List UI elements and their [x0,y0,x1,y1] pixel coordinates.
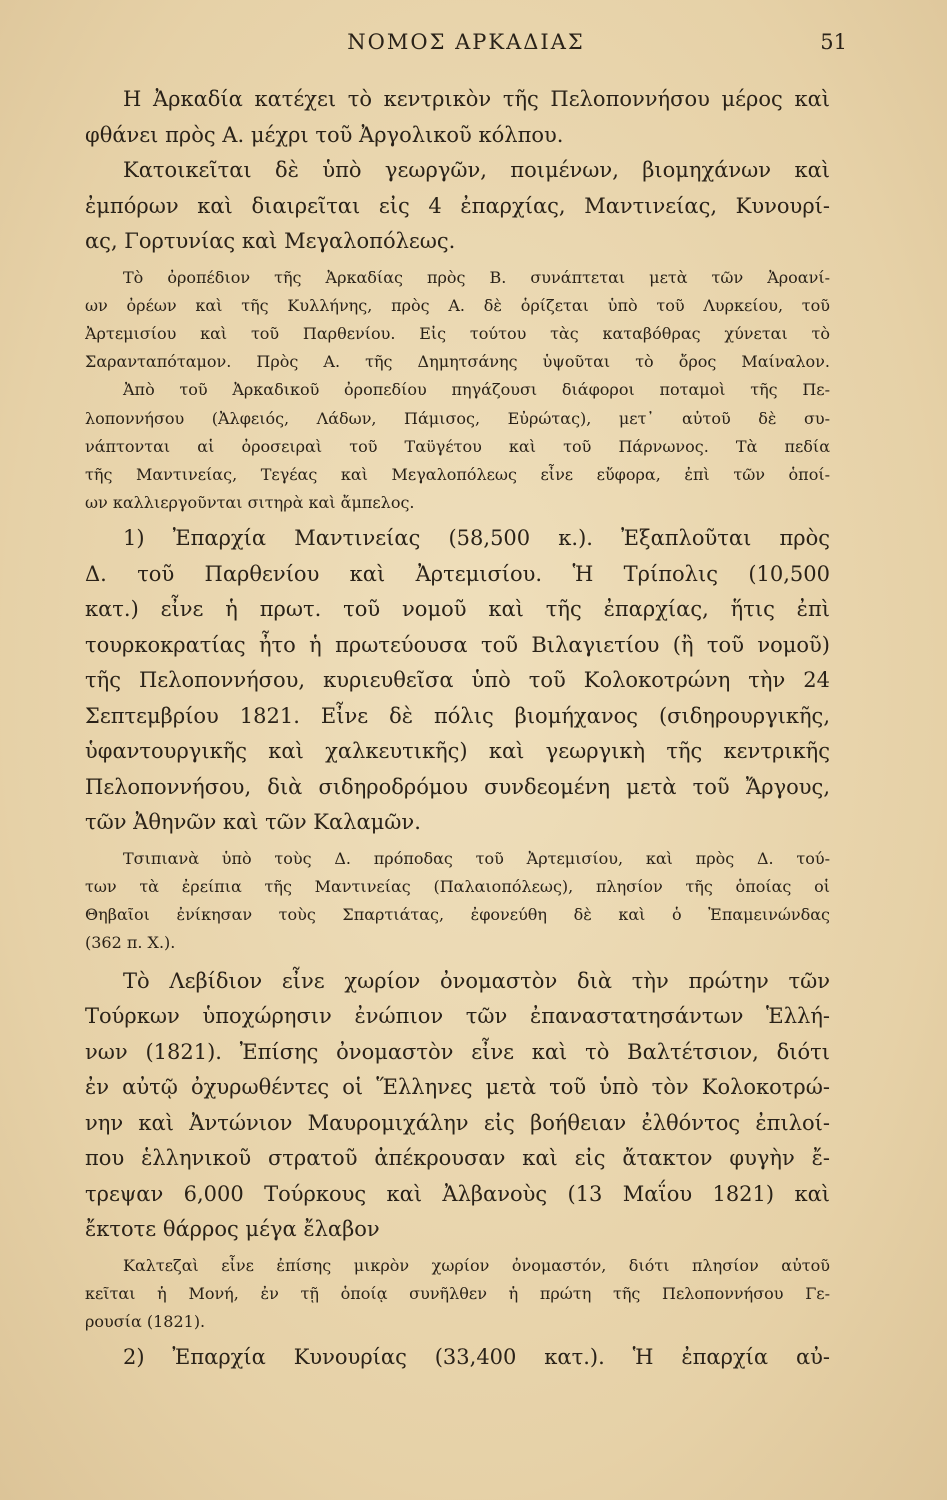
text-line: νάπτονται αἱ ὀροσειραὶ τοῦ Ταϋγέτου καὶ τοῦ Πάρνωνος. Τὰ πεδία [85,436,830,456]
text-line: τρεψαν 6,000 Τούρκους καὶ Ἀλβανοὺς (13 Μαΐου 1821) καὶ [85,1181,830,1206]
text-line: τουρκοκρατίας ἦτο ἡ πρωτεύουσα τοῦ Βιλαγιετίου (ἢ τοῦ νομοῦ) [85,632,830,657]
text-line: Ἀπὸ τοῦ Ἀρκαδικοῦ ὀροπεδίου πηγάζουσι διάφοροι ποταμοὶ τῆς Πε- [123,380,830,400]
text-line: Σαρανταπόταμον. Πρὸς Α. τῆς Δημητσάνης ὑψοῦται τὸ ὄρος Μαίναλον. [85,352,830,372]
text-line: Τὸ Λεβίδιον εἶνε χωρίον ὀνομαστὸν διὰ τὴν πρώτην τῶν [123,968,830,993]
text-line: ἔκτοτε θάρρος μέγα ἔλαβον [85,1217,380,1242]
text-line: κεῖται ἡ Μονή, ἐν τῇ ὁποίᾳ συνῆλθεν ἡ πρώτη τῆς Πελοποννήσου Γε- [85,1283,830,1303]
text-line: Τὸ ὀροπέδιον τῆς Ἀρκαδίας πρὸς Β. συνάπτεται μετὰ τῶν Ἀροανί- [123,267,830,287]
text-line: ἐν αὐτῷ ὀχυρωθέντες οἱ Ἕλληνες μετὰ τοῦ ὑπὸ τὸν Κολοκοτρώ- [85,1075,830,1100]
text-line: τῶν Ἀθηνῶν καὶ τῶν Καλαμῶν. [85,810,421,835]
paragraph-kaltezai [85,1252,830,1337]
page-body [85,82,830,1376]
text-line: Ἀρτεμισίου καὶ τοῦ Παρθενίου. Εἰς τούτου τὰς καταβόθρας χύνεται τὸ [85,323,830,343]
text-line: 1) Ἐπαρχία Μαντινείας (58,500 κ.). Ἐξαπλοῦται πρὸς [123,526,830,551]
text-line: ρουσία (1821). [85,1312,206,1332]
text-line: Κατοικεῖται δὲ ὑπὸ γεωργῶν, ποιμένων, βιομηχάνων καὶ [123,158,830,182]
text-line: λοποννήσου (Ἀλφειός, Λάδων, Πάμισος, Εὐρώτας), μετ᾿ αὐτοῦ δὲ συ- [85,408,830,428]
text-line: 2) Ἐπαρχία Κυνουρίας (33,400 κατ.). Ἡ ἐπαρχία αὐ- [123,1345,830,1370]
text-line: Δ. τοῦ Παρθενίου καὶ Ἀρτεμισίου. Ἡ Τρίπολις (10,500 [85,561,830,586]
text-line: Τσιπιανὰ ὑπὸ τοὺς Δ. πρόποδας τοῦ Ἀρτεμισίου, καὶ πρὸς Δ. τού- [123,848,830,868]
text-line: Τούρκων ὑποχώρησιν ἐνώπιον τῶν ἐπαναστατησάντων Ἑλλή- [85,1004,830,1029]
text-line: ἐμπόρων καὶ διαιρεῖται εἰς 4 ἐπαρχίας, Μαντινείας, Κυνουρί- [85,193,830,218]
text-line: νων (1821). Ἐπίσης ὀνομαστὸν εἶνε καὶ τὸ Βαλτέτσιον, διότι [85,1039,830,1064]
paragraph-arcadia-intro [85,82,830,153]
text-line: ων καλλιεργοῦνται σιτηρὰ καὶ ἄμπελος. [85,493,415,513]
text-line: Η Ἀρκαδία κατέχει τὸ κεντρικὸν τῆς Πελοποννήσου μέρος καὶ [123,87,830,111]
text-line: (362 π. Χ.). [85,933,176,953]
text-line: τῆς Μαντινείας, Τεγέας καὶ Μεγαλοπόλεως εἶνε εὔφορα, ἐπὶ τῶν ὁποί- [85,464,830,484]
running-header [95,30,847,62]
paragraph-mantineia-province [85,521,830,841]
text-line: Θηβαῖοι ἐνίκησαν τοὺς Σπαρτιάτας, ἐφονεύθη δὲ καὶ ὁ Ἐπαμεινώνδας [85,905,830,925]
paragraph-kynouria-province [85,1340,830,1376]
header-title: ΝΟΜΟΣ ΑΡΚΑΔΙΑΣ [347,30,585,54]
text-line: Σεπτεμβρίου 1821. Εἶνε δὲ πόλις βιομήχανος (σιδηρουργικῆς, [85,703,830,728]
text-line: Πελοποννήσου, διὰ σιδηροδρόμου συνδεομένη μετὰ τοῦ Ἄργους, [85,774,830,799]
text-line: ων ὀρέων καὶ τῆς Κυλλήνης, πρὸς Α. δὲ ὁρίζεται ὑπὸ τοῦ Λυρκείου, τοῦ [85,295,830,315]
text-line: κατ.) εἶνε ἡ πρωτ. τοῦ νομοῦ καὶ τῆς ἐπαρχίας, ἥτις ἐπὶ [85,597,830,622]
paragraph-plateau [85,264,830,377]
paragraph-inhabitants [85,153,830,260]
text-line: ὑφαντουργικῆς καὶ χαλκευτικῆς) καὶ γεωργικὴ τῆς κεντρικῆς [85,739,830,764]
paragraph-rivers [85,376,830,517]
text-line: τῆς Πελοποννήσου, κυριευθεῖσα ὑπὸ τοῦ Κολοκοτρώνη τὴν 24 [85,668,830,693]
text-line: των τὰ ἐρείπια τῆς Μαντινείας (Παλαιοπόλεως), πλησίον τῆς ὁποίας οἱ [85,877,830,897]
text-line: Καλτεζαὶ εἶνε ἐπίσης μικρὸν χωρίον ὀνομαστόν, διότι πλησίον αὐτοῦ [123,1255,830,1275]
text-line: ας, Γορτυνίας καὶ Μεγαλοπόλεως. [85,229,456,253]
paragraph-tsipiana [85,845,830,958]
paragraph-levidion [85,964,830,1248]
text-line: νην καὶ Ἀντώνιον Μαυρομιχάλην εἰς βοήθειαν ἐλθόντος ἐπιλοί- [85,1110,830,1135]
text-line: που ἑλληνικοῦ στρατοῦ ἀπέκρουσαν καὶ εἰς ἄτακτον φυγὴν ἔ- [85,1146,830,1171]
text-line: φθάνει πρὸς Α. μέχρι τοῦ Ἀργολικοῦ κόλπου. [85,122,564,147]
page-number: 51 [820,30,847,54]
